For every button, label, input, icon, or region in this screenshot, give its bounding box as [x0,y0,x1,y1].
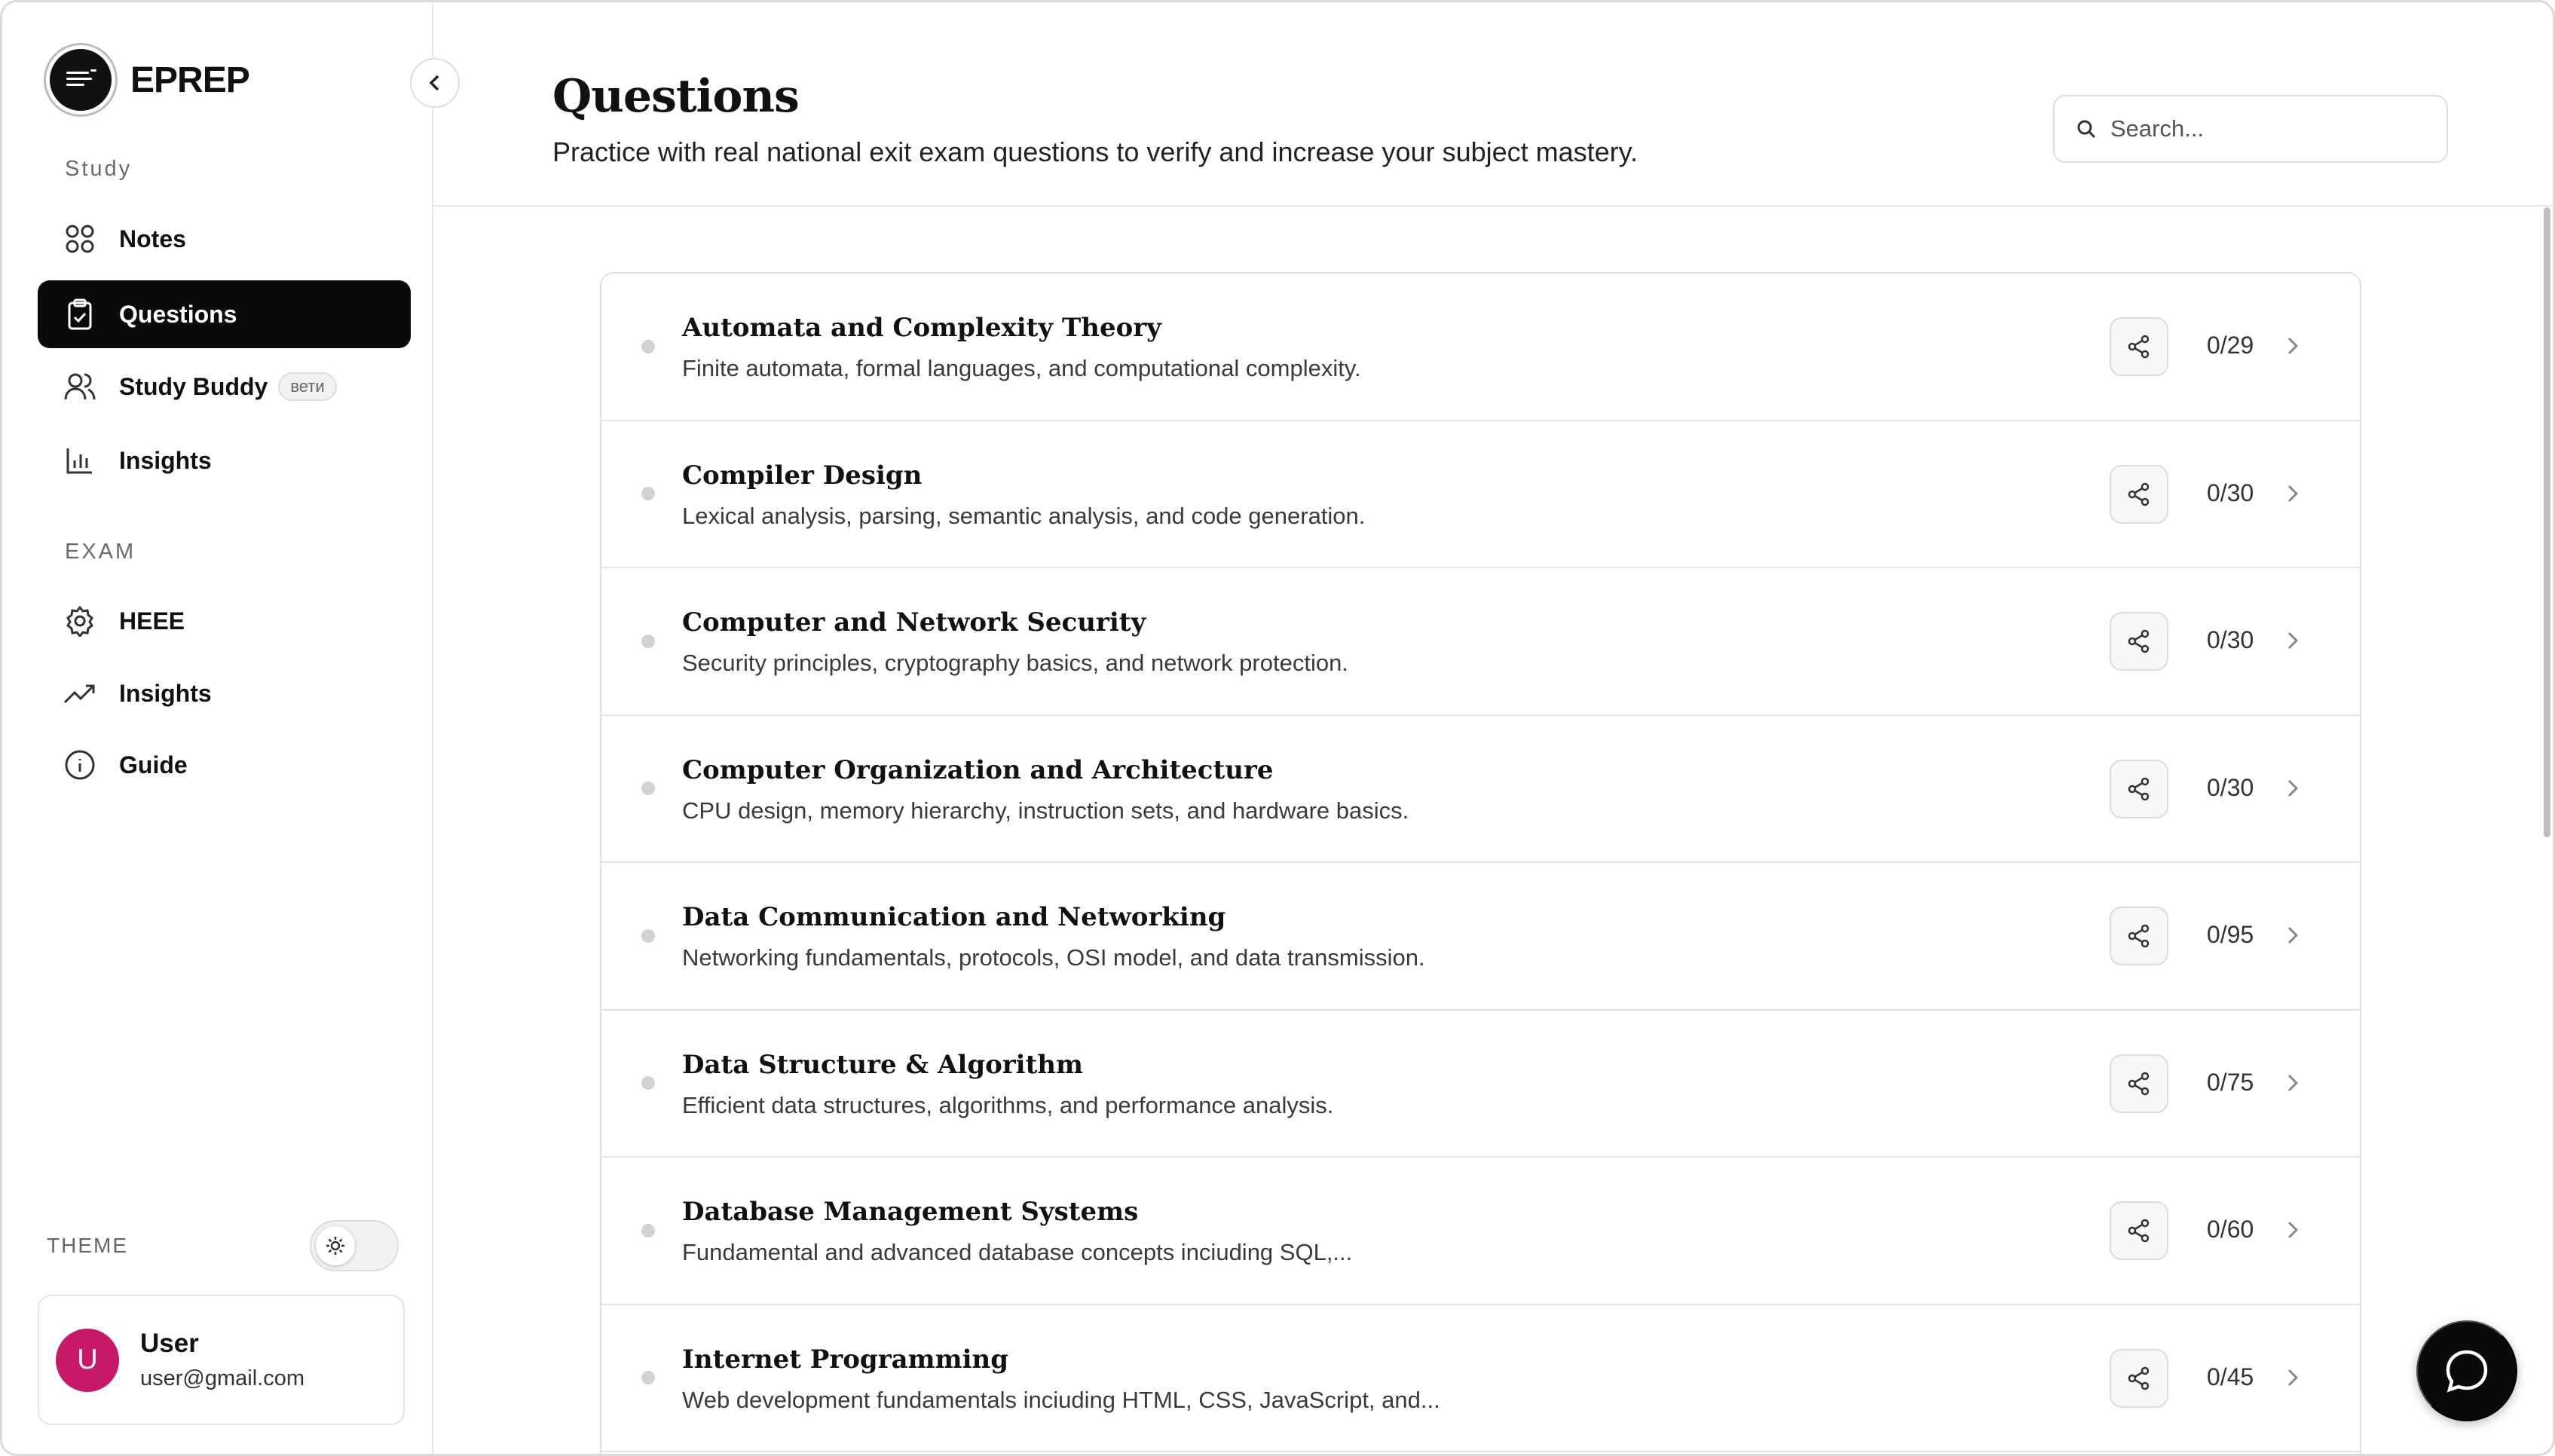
sidebar-item-label: HEEE [119,607,185,635]
share-button[interactable] [2110,465,2168,524]
theme-toggle[interactable] [310,1220,399,1271]
sidebar-item-study-buddy[interactable] [38,353,411,421]
share-icon [2126,923,2152,949]
share-icon [2126,1218,2152,1243]
scrollbar[interactable] [2544,207,2550,837]
course-description: Efficient data structures, algorithms, and performance analysis. [682,1091,1334,1118]
share-icon [2126,334,2152,359]
info-icon [63,748,96,782]
sidebar-item-label: Notes [119,225,186,252]
share-button[interactable] [2110,612,2168,671]
trending-up-icon [63,677,96,710]
beta-badge: вети [278,372,336,401]
sidebar-item-label: Guide [119,751,188,778]
course-title: Computer and Network Security [682,607,1146,638]
bar-chart-icon [63,444,96,477]
page-title: Questions [552,70,799,123]
progress-count: 0/29 [2207,332,2254,359]
share-button[interactable] [2110,1054,2168,1113]
share-button[interactable] [2110,317,2168,376]
course-title: Computer Organization and Architecture [682,754,1274,785]
section-label-study: Study [65,157,133,181]
course-row[interactable] [601,568,2360,716]
sidebar [2,2,433,1454]
brand[interactable] [46,45,249,115]
logo-icon [46,45,115,115]
main-content [433,2,2555,1454]
sun-icon [316,1226,355,1265]
share-button[interactable] [2110,907,2168,965]
course-title: Database Management Systems [682,1197,1139,1227]
progress-count: 0/30 [2207,626,2254,653]
sidebar-item-questions[interactable] [38,280,411,348]
chat-bubble-icon [2443,1347,2490,1394]
chevron-right-icon[interactable] [2278,772,2308,805]
status-dot [641,929,655,943]
status-dot [641,1076,655,1090]
course-row[interactable] [601,1305,2360,1453]
progress-count: 0/95 [2207,921,2254,948]
collapse-sidebar-button[interactable] [410,58,460,108]
course-description: Lexical analysis, parsing, semantic analysis, and code generation. [682,502,1366,529]
theme-label: THEME [47,1234,128,1257]
course-title: Compiler Design [682,460,923,491]
user-info [140,1329,304,1391]
course-row[interactable] [601,716,2360,864]
brand-name: EPREP [130,60,249,100]
chevron-right-icon[interactable] [2278,477,2308,510]
status-dot [641,782,655,795]
user-name: User [140,1329,199,1358]
gear-icon [63,604,96,638]
sidebar-item-notes[interactable] [38,205,411,273]
page-header [433,2,2555,206]
share-icon [2126,1071,2152,1097]
share-icon [2126,776,2152,802]
status-dot [641,1224,655,1237]
sidebar-item-label: Study Buddy [119,372,268,400]
share-button[interactable] [2110,1201,2168,1260]
grid-icon [63,222,96,255]
course-description: Finite automata, formal languages, and computational complexity. [682,355,1361,381]
course-title: Data Structure & Algorithm [682,1049,1083,1080]
sidebar-item-label: Questions [119,300,237,328]
section-label-exam: EXAM [65,540,136,564]
share-button[interactable] [2110,1349,2168,1408]
share-icon [2126,629,2152,654]
course-title: Internet Programming [682,1344,1009,1375]
search-box[interactable] [2053,95,2448,163]
search-input[interactable] [2110,115,2412,142]
course-row[interactable] [601,863,2360,1011]
users-icon [63,370,96,403]
sidebar-item-insights[interactable] [38,427,411,494]
progress-count: 0/30 [2207,479,2254,506]
progress-count: 0/45 [2207,1363,2254,1390]
progress-count: 0/60 [2207,1216,2254,1243]
status-dot [641,635,655,648]
chevron-right-icon[interactable] [2278,1213,2308,1246]
chevron-right-icon[interactable] [2278,329,2308,362]
sidebar-item-heee[interactable] [38,587,411,655]
progress-count: 0/75 [2207,1068,2254,1096]
chevron-right-icon[interactable] [2278,1361,2308,1394]
share-button[interactable] [2110,760,2168,818]
course-description: CPU design, memory hierarchy, instruction sets, and hardware basics. [682,797,1409,824]
sidebar-item-guide[interactable] [38,731,411,799]
status-dot [641,487,655,500]
course-row[interactable] [601,274,2360,421]
course-title: Data Communication and Networking [682,902,1226,932]
course-description: Security principles, cryptography basics, and network protection. [682,650,1348,676]
sidebar-item-label: Insights [119,679,212,707]
user-email: user@gmail.com [140,1366,304,1390]
chevron-left-icon [427,73,443,93]
status-dot [641,1371,655,1384]
status-dot [641,340,655,353]
share-icon [2126,1366,2152,1391]
user-card[interactable] [38,1295,405,1425]
search-icon [2076,118,2097,139]
sidebar-item-label: Insights [119,446,212,474]
course-description: Web development fundamentals inciuding HTML, CSS, JavaScript, and... [682,1386,1440,1413]
chevron-right-icon[interactable] [2278,1066,2308,1100]
course-row[interactable] [601,1011,2360,1158]
course-description: Fundamental and advanced database concepts inciuding SQL,... [682,1239,1353,1265]
chevron-right-icon[interactable] [2278,624,2308,657]
page-subtitle: Practice with real national exit exam questions to verify and increase your subject mastery. [552,136,1638,167]
share-icon [2126,482,2152,507]
course-row[interactable] [601,1158,2360,1305]
progress-count: 0/30 [2207,773,2254,801]
chevron-right-icon[interactable] [2278,919,2308,952]
course-list [600,272,2361,1456]
course-title: Automata and Complexity Theory [682,313,1161,343]
sidebar-item-exam-insights[interactable] [38,659,411,727]
clipboard-icon [63,298,96,331]
course-row[interactable] [601,421,2360,569]
chat-button[interactable] [2416,1320,2517,1421]
course-description: Networking fundamentals, protocols, OSI model, and data transmission. [682,944,1425,971]
avatar: U [56,1329,119,1392]
